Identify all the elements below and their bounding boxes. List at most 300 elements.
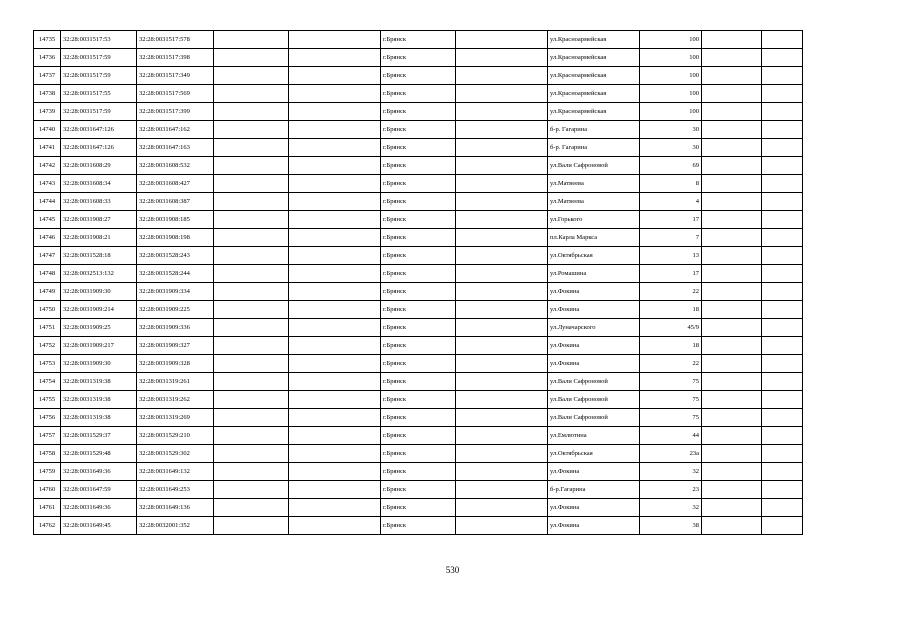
cell-city: г.Брянск <box>381 31 456 49</box>
cell-empty <box>702 85 762 103</box>
table-row <box>34 229 803 247</box>
cell-cadastral-number-2: 32:28:0031517:349 <box>137 67 214 85</box>
cell-empty <box>762 499 803 517</box>
cell-empty <box>289 355 381 373</box>
cell-empty <box>456 157 548 175</box>
cell-cadastral-number-1: 32:28:0031649:36 <box>61 499 137 517</box>
cell-empty <box>762 157 803 175</box>
cell-city: г.Брянск <box>381 265 456 283</box>
cell-empty <box>289 481 381 499</box>
cell-cadastral-number-1: 32:28:0031908:27 <box>61 211 137 229</box>
cell-empty <box>214 301 289 319</box>
cell-cadastral-number-2: 32:28:0031529:210 <box>137 427 214 445</box>
cell-empty <box>762 463 803 481</box>
cell-empty <box>762 175 803 193</box>
cell-value: 69 <box>640 157 702 175</box>
cell-empty <box>702 67 762 85</box>
cell-record-number: 14743 <box>34 175 61 193</box>
cell-record-number: 14746 <box>34 229 61 247</box>
cell-empty <box>702 193 762 211</box>
table-row <box>34 373 803 391</box>
cell-street: ул.Красноармейская <box>548 85 640 103</box>
table-row <box>34 157 803 175</box>
cell-record-number: 14757 <box>34 427 61 445</box>
cell-value: 22 <box>640 283 702 301</box>
cell-record-number: 14735 <box>34 31 61 49</box>
cell-record-number: 14745 <box>34 211 61 229</box>
cell-empty <box>702 265 762 283</box>
cell-cadastral-number-2: 32:28:0031647:162 <box>137 121 214 139</box>
table-row <box>34 337 803 355</box>
cell-cadastral-number-2: 32:28:0031649:136 <box>137 499 214 517</box>
cell-empty <box>762 445 803 463</box>
cell-cadastral-number-1: 32:28:0031608:34 <box>61 175 137 193</box>
cell-record-number: 14741 <box>34 139 61 157</box>
cell-street: ул.Октябрьская <box>548 445 640 463</box>
cell-record-number: 14758 <box>34 445 61 463</box>
cell-empty <box>762 229 803 247</box>
cell-empty <box>762 211 803 229</box>
cell-empty <box>702 121 762 139</box>
cell-empty <box>702 373 762 391</box>
cell-street: ул.Вали Сафроновой <box>548 391 640 409</box>
cell-empty <box>702 283 762 301</box>
cell-value: 32 <box>640 499 702 517</box>
cell-city: г.Брянск <box>381 229 456 247</box>
cell-empty <box>214 67 289 85</box>
cell-value: 32 <box>640 463 702 481</box>
table-row <box>34 67 803 85</box>
cell-cadastral-number-2: 32:28:0031319:269 <box>137 409 214 427</box>
cell-empty <box>214 157 289 175</box>
cell-cadastral-number-1: 32:28:0031647:126 <box>61 139 137 157</box>
cell-empty <box>214 85 289 103</box>
cell-cadastral-number-2: 32:28:0031319:262 <box>137 391 214 409</box>
cell-empty <box>762 247 803 265</box>
cell-empty <box>702 409 762 427</box>
cell-empty <box>214 391 289 409</box>
cell-empty <box>702 427 762 445</box>
cell-record-number: 14760 <box>34 481 61 499</box>
cell-empty <box>456 193 548 211</box>
cell-cadastral-number-1: 32:28:0031909:30 <box>61 283 137 301</box>
table-row <box>34 139 803 157</box>
cell-empty <box>214 463 289 481</box>
cell-empty <box>702 319 762 337</box>
table-row <box>34 265 803 283</box>
cell-empty <box>214 499 289 517</box>
cell-value: 17 <box>640 265 702 283</box>
cell-cadastral-number-2: 32:28:0031909:327 <box>137 337 214 355</box>
cell-street: ул.Фокина <box>548 517 640 535</box>
cell-cadastral-number-2: 32:28:0031908:198 <box>137 229 214 247</box>
cell-empty <box>762 103 803 121</box>
cell-empty <box>762 373 803 391</box>
cell-empty <box>456 481 548 499</box>
cell-empty <box>456 427 548 445</box>
cell-cadastral-number-1: 32:28:0031608:29 <box>61 157 137 175</box>
cell-empty <box>214 373 289 391</box>
cell-street: ул.Фокина <box>548 355 640 373</box>
cell-empty <box>762 49 803 67</box>
cell-record-number: 14749 <box>34 283 61 301</box>
cell-empty <box>762 355 803 373</box>
cell-empty <box>456 247 548 265</box>
cell-street: пл.Карла Маркса <box>548 229 640 247</box>
cell-city: г.Брянск <box>381 157 456 175</box>
cell-empty <box>289 85 381 103</box>
cell-empty <box>456 283 548 301</box>
cell-empty <box>702 301 762 319</box>
cell-value: 23а <box>640 445 702 463</box>
table-row <box>34 391 803 409</box>
cell-cadastral-number-1: 32:28:0031909:214 <box>61 301 137 319</box>
cell-value: 100 <box>640 85 702 103</box>
table-row <box>34 481 803 499</box>
cell-city: г.Брянск <box>381 355 456 373</box>
table-row <box>34 517 803 535</box>
cell-empty <box>456 337 548 355</box>
cell-street: ул.Матвеева <box>548 193 640 211</box>
cell-value: 30 <box>640 121 702 139</box>
cell-empty <box>762 391 803 409</box>
cell-cadastral-number-2: 32:28:0031649:132 <box>137 463 214 481</box>
cell-cadastral-number-2: 32:28:0031517:578 <box>137 31 214 49</box>
cell-empty <box>214 427 289 445</box>
cell-record-number: 14744 <box>34 193 61 211</box>
cell-cadastral-number-1: 32:28:0031608:33 <box>61 193 137 211</box>
cell-empty <box>214 211 289 229</box>
cell-empty <box>762 139 803 157</box>
cell-city: г.Брянск <box>381 139 456 157</box>
cell-city: г.Брянск <box>381 67 456 85</box>
cell-city: г.Брянск <box>381 175 456 193</box>
cell-empty <box>456 265 548 283</box>
cell-empty <box>289 211 381 229</box>
cell-empty <box>702 103 762 121</box>
table-row <box>34 211 803 229</box>
cell-empty <box>456 391 548 409</box>
cell-street: ул.Емлютина <box>548 427 640 445</box>
cell-empty <box>456 463 548 481</box>
cell-record-number: 14753 <box>34 355 61 373</box>
cell-cadastral-number-2: 32:28:0031909:328 <box>137 355 214 373</box>
cell-empty <box>289 301 381 319</box>
cell-value: 100 <box>640 49 702 67</box>
cell-empty <box>456 103 548 121</box>
cell-empty <box>289 67 381 85</box>
cell-city: г.Брянск <box>381 211 456 229</box>
cell-record-number: 14747 <box>34 247 61 265</box>
cell-empty <box>762 337 803 355</box>
cell-cadastral-number-2: 32:28:0031608:387 <box>137 193 214 211</box>
cell-empty <box>289 139 381 157</box>
cell-record-number: 14752 <box>34 337 61 355</box>
cell-street: ул.Луначарского <box>548 319 640 337</box>
cell-empty <box>702 517 762 535</box>
cell-empty <box>456 139 548 157</box>
cell-street: ул.Вали Сафроновой <box>548 157 640 175</box>
cell-city: г.Брянск <box>381 481 456 499</box>
cell-empty <box>214 31 289 49</box>
cell-empty <box>289 265 381 283</box>
cell-city: г.Брянск <box>381 337 456 355</box>
cell-empty <box>289 193 381 211</box>
cell-empty <box>456 121 548 139</box>
table-row <box>34 463 803 481</box>
cell-street: ул.Ромашина <box>548 265 640 283</box>
table-row <box>34 49 803 67</box>
cell-record-number: 14755 <box>34 391 61 409</box>
cell-cadastral-number-1: 32:28:0031528:18 <box>61 247 137 265</box>
cell-cadastral-number-1: 32:28:0031529:48 <box>61 445 137 463</box>
cell-empty <box>214 103 289 121</box>
cell-city: г.Брянск <box>381 85 456 103</box>
cell-empty <box>289 373 381 391</box>
cell-cadastral-number-2: 32:28:0031608:427 <box>137 175 214 193</box>
table-row <box>34 121 803 139</box>
table-row <box>34 355 803 373</box>
cell-street: ул.Фокина <box>548 283 640 301</box>
cell-empty <box>762 283 803 301</box>
cell-empty <box>214 283 289 301</box>
cell-record-number: 14737 <box>34 67 61 85</box>
cell-cadastral-number-2: 32:28:0031517:569 <box>137 85 214 103</box>
table-body <box>34 31 803 535</box>
cell-cadastral-number-1: 32:28:0031647:59 <box>61 481 137 499</box>
table-row <box>34 409 803 427</box>
cell-empty <box>214 139 289 157</box>
cell-cadastral-number-1: 32:28:0031517:59 <box>61 67 137 85</box>
cell-city: г.Брянск <box>381 49 456 67</box>
cell-city: г.Брянск <box>381 517 456 535</box>
cell-empty <box>289 247 381 265</box>
cell-empty <box>456 49 548 67</box>
cell-record-number: 14740 <box>34 121 61 139</box>
cell-value: 44 <box>640 427 702 445</box>
cell-street: ул.Красноармейская <box>548 67 640 85</box>
cell-cadastral-number-1: 32:28:0031517:59 <box>61 103 137 121</box>
cell-cadastral-number-2: 32:28:0031909:225 <box>137 301 214 319</box>
cell-empty <box>762 67 803 85</box>
cell-empty <box>289 121 381 139</box>
cell-empty <box>762 409 803 427</box>
cell-street: ул.Фокина <box>548 337 640 355</box>
cell-empty <box>214 445 289 463</box>
cell-street: ул.Фокина <box>548 463 640 481</box>
cell-empty <box>702 355 762 373</box>
table-row <box>34 247 803 265</box>
cell-empty <box>702 229 762 247</box>
cell-empty <box>456 517 548 535</box>
cell-empty <box>456 355 548 373</box>
cell-cadastral-number-2: 32:28:0032001:352 <box>137 517 214 535</box>
cell-record-number: 14762 <box>34 517 61 535</box>
cell-empty <box>214 175 289 193</box>
cell-empty <box>289 517 381 535</box>
cell-city: г.Брянск <box>381 301 456 319</box>
cell-value: 22 <box>640 355 702 373</box>
cell-empty <box>702 391 762 409</box>
cell-empty <box>762 85 803 103</box>
cell-city: г.Брянск <box>381 445 456 463</box>
cell-street: б-р.Гагарина <box>548 481 640 499</box>
cell-cadastral-number-1: 32:28:0031909:25 <box>61 319 137 337</box>
cell-empty <box>289 427 381 445</box>
cell-cadastral-number-2: 32:28:0031909:336 <box>137 319 214 337</box>
cell-empty <box>214 319 289 337</box>
cell-street: ул.Красноармейская <box>548 31 640 49</box>
cell-empty <box>214 409 289 427</box>
cell-city: г.Брянск <box>381 103 456 121</box>
cell-value: 100 <box>640 31 702 49</box>
cell-cadastral-number-1: 32:28:0031908:21 <box>61 229 137 247</box>
cell-empty <box>702 337 762 355</box>
cell-cadastral-number-2: 32:28:0031528:243 <box>137 247 214 265</box>
table-row <box>34 499 803 517</box>
table-row <box>34 193 803 211</box>
cell-city: г.Брянск <box>381 247 456 265</box>
cell-empty <box>702 139 762 157</box>
cell-value: 23 <box>640 481 702 499</box>
cell-empty <box>214 517 289 535</box>
table-row <box>34 319 803 337</box>
cell-empty <box>456 499 548 517</box>
cell-empty <box>289 229 381 247</box>
cell-cadastral-number-1: 32:28:0031649:36 <box>61 463 137 481</box>
table-row <box>34 175 803 193</box>
cell-cadastral-number-1: 32:28:0031649:45 <box>61 517 137 535</box>
cell-empty <box>456 229 548 247</box>
cell-record-number: 14748 <box>34 265 61 283</box>
cell-street: б-р. Гагарина <box>548 121 640 139</box>
registry-table <box>33 30 803 535</box>
cell-cadastral-number-1: 32:28:0031909:30 <box>61 355 137 373</box>
cell-record-number: 14738 <box>34 85 61 103</box>
cell-city: г.Брянск <box>381 283 456 301</box>
cell-empty <box>762 31 803 49</box>
cell-value: 30 <box>640 139 702 157</box>
cell-street: ул.Вали Сафроновой <box>548 373 640 391</box>
cell-empty <box>214 265 289 283</box>
cell-empty <box>456 445 548 463</box>
cell-street: ул.Красноармейская <box>548 103 640 121</box>
cell-value: 4 <box>640 193 702 211</box>
cell-empty <box>456 373 548 391</box>
cell-empty <box>289 49 381 67</box>
cell-cadastral-number-1: 32:28:0031517:59 <box>61 49 137 67</box>
cell-value: 75 <box>640 373 702 391</box>
cell-value: 75 <box>640 391 702 409</box>
cell-empty <box>289 319 381 337</box>
cell-empty <box>289 175 381 193</box>
cell-cadastral-number-2: 32:28:0031517:399 <box>137 103 214 121</box>
cell-street: ул.Фокина <box>548 301 640 319</box>
cell-empty <box>762 517 803 535</box>
cell-value: 18 <box>640 337 702 355</box>
cell-empty <box>214 337 289 355</box>
cell-street: ул.Вали Сафроновой <box>548 409 640 427</box>
cell-cadastral-number-1: 32:28:0031517:55 <box>61 85 137 103</box>
cell-empty <box>702 247 762 265</box>
page-number: 530 <box>445 565 460 575</box>
cell-empty <box>214 229 289 247</box>
cell-empty <box>702 463 762 481</box>
cell-empty <box>762 427 803 445</box>
cell-city: г.Брянск <box>381 193 456 211</box>
cell-city: г.Брянск <box>381 319 456 337</box>
cell-empty <box>289 409 381 427</box>
cell-empty <box>214 247 289 265</box>
table-row <box>34 31 803 49</box>
cell-empty <box>456 319 548 337</box>
cell-empty <box>456 211 548 229</box>
table-row <box>34 427 803 445</box>
cell-record-number: 14736 <box>34 49 61 67</box>
cell-empty <box>702 499 762 517</box>
cell-empty <box>289 445 381 463</box>
cell-record-number: 14739 <box>34 103 61 121</box>
cell-value: 7 <box>640 229 702 247</box>
cell-empty <box>702 445 762 463</box>
cell-record-number: 14751 <box>34 319 61 337</box>
cell-record-number: 14756 <box>34 409 61 427</box>
cell-cadastral-number-2: 32:28:0031528:244 <box>137 265 214 283</box>
cell-empty <box>762 193 803 211</box>
table-row <box>34 85 803 103</box>
cell-record-number: 14761 <box>34 499 61 517</box>
cell-empty <box>456 67 548 85</box>
cell-empty <box>702 211 762 229</box>
cell-cadastral-number-1: 32:28:0032513:132 <box>61 265 137 283</box>
cell-empty <box>214 481 289 499</box>
cell-empty <box>289 463 381 481</box>
cell-value: 13 <box>640 247 702 265</box>
cell-value: 75 <box>640 409 702 427</box>
cell-cadastral-number-2: 32:28:0031517:398 <box>137 49 214 67</box>
cell-value: 100 <box>640 67 702 85</box>
cell-record-number: 14759 <box>34 463 61 481</box>
cell-cadastral-number-1: 32:28:0031529:37 <box>61 427 137 445</box>
cell-value: 45/9 <box>640 319 702 337</box>
cell-empty <box>289 337 381 355</box>
cell-record-number: 14750 <box>34 301 61 319</box>
cell-value: 8 <box>640 175 702 193</box>
cell-empty <box>762 319 803 337</box>
cell-empty <box>214 121 289 139</box>
table-row <box>34 445 803 463</box>
cell-empty <box>289 157 381 175</box>
cell-cadastral-number-1: 32:28:0031517:53 <box>61 31 137 49</box>
cell-value: 38 <box>640 517 702 535</box>
cell-empty <box>762 481 803 499</box>
cell-empty <box>762 121 803 139</box>
cell-city: г.Брянск <box>381 499 456 517</box>
cell-cadastral-number-1: 32:28:0031647:126 <box>61 121 137 139</box>
cell-city: г.Брянск <box>381 463 456 481</box>
cell-empty <box>702 31 762 49</box>
cell-value: 100 <box>640 103 702 121</box>
cell-cadastral-number-1: 32:28:0031909:217 <box>61 337 137 355</box>
cell-empty <box>289 391 381 409</box>
cell-cadastral-number-2: 32:28:0031319:261 <box>137 373 214 391</box>
cell-street: ул.Горького <box>548 211 640 229</box>
cell-city: г.Брянск <box>381 391 456 409</box>
cell-street: б-р. Гагарина <box>548 139 640 157</box>
cell-cadastral-number-2: 32:28:0031608:532 <box>137 157 214 175</box>
cell-cadastral-number-1: 32:28:0031319:38 <box>61 409 137 427</box>
cell-city: г.Брянск <box>381 409 456 427</box>
